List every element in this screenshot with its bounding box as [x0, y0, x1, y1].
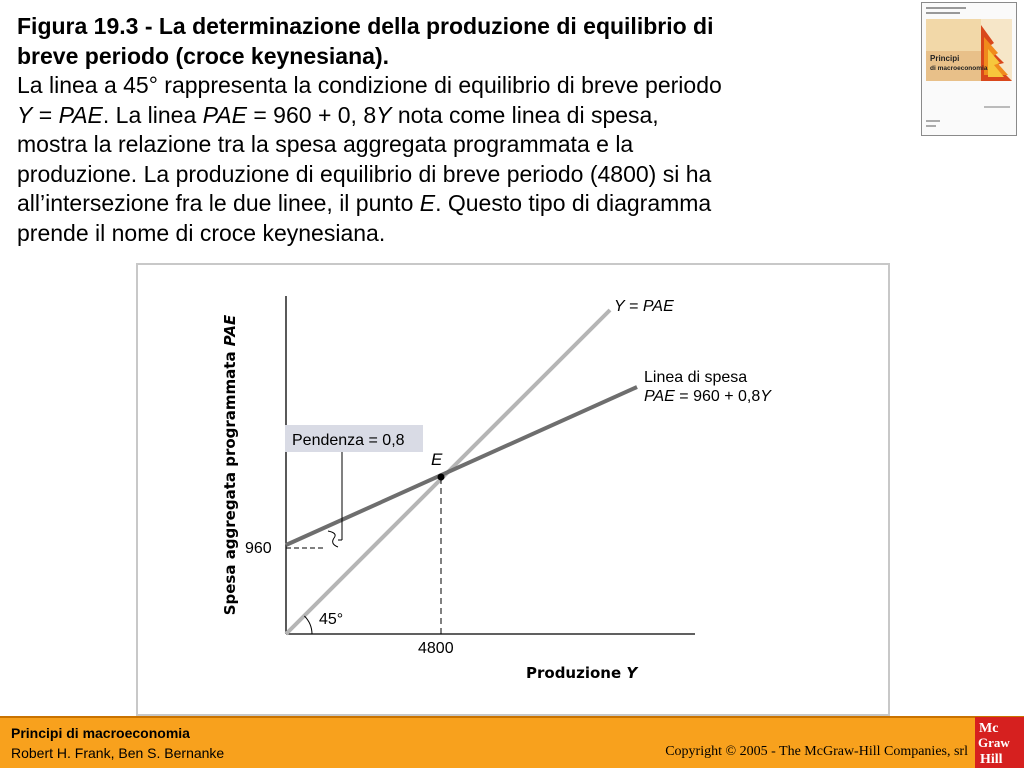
- angle-arc: [304, 616, 312, 634]
- cover-title-line-2: di macroeconomia: [930, 65, 988, 72]
- figure-description: [17, 71, 907, 248]
- slope-bracket: [328, 531, 338, 547]
- description-text: all’intersezione fra le due linee, il punto: [17, 190, 420, 216]
- keynesian-cross-diagram: [138, 265, 888, 714]
- description-var-e: E: [419, 190, 436, 216]
- x-axis-title: Produzione Y: [526, 664, 638, 682]
- mcgraw-hill-logo-image: [975, 717, 1024, 768]
- footer-copyright: Copyright © 2005 - The McGraw-Hill Companies, srl: [665, 744, 968, 759]
- description-line-6: prende il nome di croce keynesiana.: [17, 219, 386, 246]
- description-text: . Questo tipo di diagramma: [435, 190, 712, 216]
- equilibrium-output-label: 4800: [418, 640, 454, 657]
- description-var-y: Y: [17, 101, 33, 128]
- point-e-label: E: [431, 450, 443, 469]
- y-axis-title: Spesa aggregata programmata PAE: [221, 314, 239, 616]
- description-text: = 960 + 0, 8: [246, 101, 377, 128]
- description-line-3: mostra la relazione tra la spesa aggregata programmata e la: [17, 131, 634, 157]
- description-var-pae: PAE: [202, 101, 247, 128]
- svg-text:Graw: Graw: [978, 735, 1010, 750]
- angle-label: 45°: [319, 611, 344, 628]
- book-cover-thumbnail: [921, 2, 1017, 136]
- svg-text:Hill: Hill: [980, 752, 1003, 767]
- caption: [17, 12, 907, 248]
- book-cover-image: [922, 3, 1016, 135]
- figure-title: [17, 12, 907, 71]
- description-var-pae: PAE: [58, 101, 103, 128]
- line-45-label: Y = PAE: [614, 298, 674, 315]
- footer-book-title: Principi di macroeconomia: [11, 725, 190, 741]
- description-text: =: [32, 101, 59, 128]
- svg-text:Mc: Mc: [979, 721, 999, 736]
- equilibrium-point: [438, 474, 445, 481]
- keynesian-cross-figure: [136, 263, 890, 716]
- cover-title-line-1: Principi: [930, 54, 960, 63]
- description-text: . La linea: [102, 101, 203, 128]
- figure-title-line-1: Figura 19.3 - La determinazione della produzione di equilibrio di: [17, 13, 714, 39]
- footer-authors: Robert H. Frank, Ben S. Bernanke: [11, 745, 225, 761]
- spending-line: [286, 387, 637, 545]
- description-line-1: La linea a 45° rappresenta la condizione di equilibrio di breve periodo: [17, 72, 722, 98]
- spending-line-label: Linea di spesa: [644, 369, 748, 386]
- footer-bar: [0, 716, 1024, 768]
- figure-title-line-2: breve periodo (croce keynesiana).: [17, 42, 389, 69]
- spending-line-equation: PAE = 960 + 0,8Y: [644, 388, 771, 405]
- mcgraw-hill-logo: [975, 717, 1024, 768]
- slope-label: Pendenza = 0,8: [292, 432, 405, 449]
- description-text: nota come linea di spesa,: [391, 101, 659, 128]
- description-var-y: Y: [376, 101, 392, 128]
- intercept-label: 960: [245, 540, 272, 557]
- description-line-4: produzione. La produzione di equilibrio di breve periodo (4800) si ha: [17, 160, 712, 187]
